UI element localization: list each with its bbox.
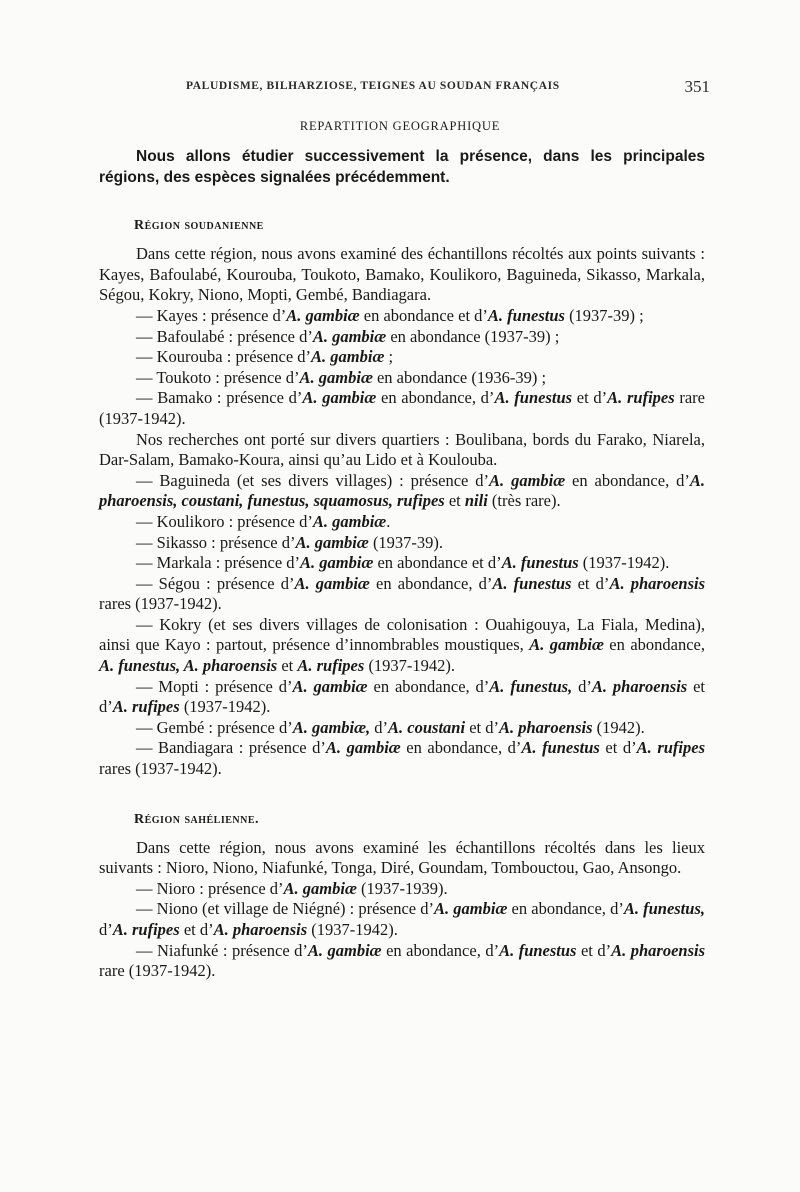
entry-segou: — Ségou : présence d’A. gambiæ en abondance, d’A. funestus et d’A. pharoensis rares (1937-1942).	[99, 573, 706, 614]
entry-mopti: — Mopti : présence d’A. gambiæ en abondance, d’A. funestus, d’A. pharoensis et d’A. rufipes (1937-1942).	[99, 676, 706, 717]
section-title: REPARTITION GEOGRAPHIQUE	[299, 119, 501, 133]
region-lead-paragraph: Dans cette région, nous avons examiné les échantillons récoltés dans les lieux suivants : Nioro, Niono, Niafunké, Tonga, Diré, Goundam, Tombouctou, Gao, Ansongo.	[99, 837, 705, 878]
page-number: 351	[684, 77, 710, 96]
entry-niono: — Niono (et village de Niégné) : présence d’A. gambiæ en abondance, d’A. funestus, d’A. rufipes et d’A. pharoensis (1937-1942).	[99, 899, 705, 939]
intro-paragraph: Nous allons étudier successivement la présence, dans les principales régions, des espèces signalées précédemment.	[99, 148, 705, 186]
entry-bamako: — Bamako : présence d’A. gambiæ en abondance, d’A. funestus et d’A. rufipes rare (1937-1942).	[99, 388, 706, 428]
entry-kourouba: — Kourouba : présence d’A. gambiæ ;	[136, 347, 394, 367]
entry-koulikoro: — Koulikoro : présence d’A. gambiæ.	[136, 511, 391, 531]
paragraph-recherches: Nos recherches ont porté sur divers quartiers : Boulibana, bords du Farako, Niarela, Dar-Salam, Bamako-Koura, ainsi qu’au Lido et à Koulouba.	[99, 429, 705, 470]
text-body	[99, 147, 705, 982]
entry-nioro: — Nioro : présence d’A. gambiæ (1937-1939).	[136, 878, 448, 898]
region-heading-soudanienne: Région soudanienne	[134, 218, 264, 234]
region-heading-sahelienne: Région sahélienne.	[134, 811, 260, 827]
entry-gembe: — Gembé : présence d’A. gambiæ, d’A. coustani et d’A. pharoensis (1942).	[136, 717, 645, 737]
region-lead-paragraph: Dans cette région, nous avons examiné des échantillons récoltés aux points suivants : Kayes, Bafoulabé, Kourouba, Toukoto, Bamako, Koulikoro, Baguineda, Sikasso, Markala, Ségou, Kokry, Niono, Mopti, Gembé, Bandiagara.	[99, 244, 705, 305]
entry-toukoto: — Toukoto : présence d’A. gambiæ en abondance (1936-39) ;	[136, 367, 547, 387]
entry-niafunke: — Niafunké : présence d’A. gambiæ en abondance, d’A. funestus et d’A. pharoensis rare (1937-1942).	[99, 940, 706, 981]
entry-kayes: — Kayes : présence d’A. gambiæ en abondance et d’A. funestus (1937-39) ;	[136, 305, 644, 325]
entry-markala: — Markala : présence d’A. gambiæ en abondance et d’A. funestus (1937-1942).	[136, 553, 670, 573]
running-title: PALUDISME, BILHARZIOSE, TEIGNES AU SOUDAN FRANÇAIS	[186, 80, 560, 92]
entry-bandiagara: — Bandiagara : présence d’A. gambiæ en abondance, d’A. funestus et d’A. rufipes rares (1937-1942).	[99, 738, 705, 779]
entry-baguineda: — Baguineda (et ses divers villages) : présence d’A. gambiæ en abondance, d’A. pharoensis, coustani, funestus, squamosus, rufipes et nili (très rare).	[99, 470, 705, 511]
entry-kokry: — Kokry (et ses divers villages de colonisation : Ouahigouya, La Fiala, Medina), ainsi que Kayo : partout, présence d’innombrables moustiques, A. gambiæ en abondance, A. funestus, A. pharoensis et A. rufipes (1937-1942).	[99, 614, 705, 676]
entry-bafoulabe: — Bafoulabé : présence d’A. gambiæ en abondance (1937-39) ;	[136, 326, 560, 346]
entry-sikasso: — Sikasso : présence d’A. gambiæ (1937-39).	[136, 532, 444, 552]
